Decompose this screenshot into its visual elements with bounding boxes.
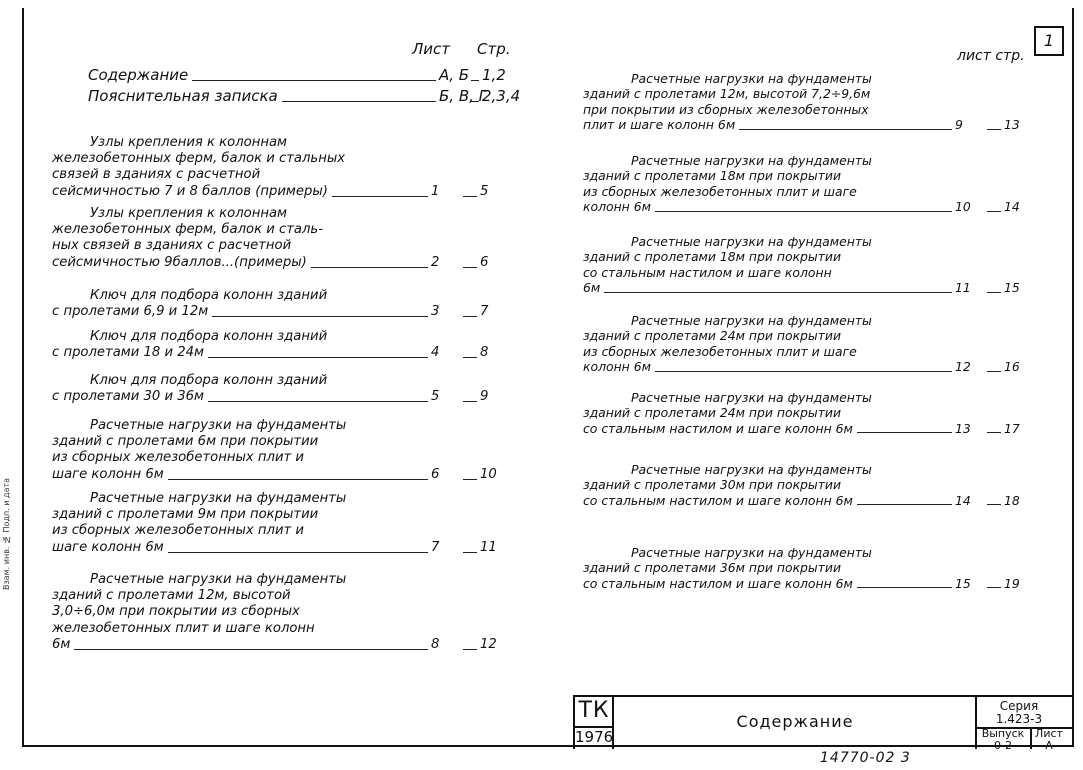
entry-sheet: 13: [955, 420, 971, 436]
entry-last-line: [583, 493, 1028, 508]
entry-title-line: зданий с пролетами 12м, высотой: [52, 588, 291, 604]
entry-title-line: зданий с пролетами 24м при покрытии: [583, 328, 842, 344]
leader-line: [987, 504, 1001, 505]
entry-title-line: железобетонных ферм, балок и стальных: [52, 151, 346, 167]
leader-line: [987, 432, 1001, 433]
leader-line: [987, 371, 1001, 372]
leader-line: [192, 80, 436, 81]
leader-line: [739, 129, 952, 130]
entry-page: 17: [1004, 420, 1020, 436]
entry-title-line: 3,0÷6,0м при покрытии из сборных: [52, 604, 300, 620]
entry-last-line: [52, 389, 504, 405]
contents-entry: [583, 545, 1028, 591]
entry-title-line: Расчетные нагрузки на фундаменты: [90, 491, 347, 506]
leader-line: [857, 432, 952, 433]
entry-title-line: Ключ для подбора колонн зданий: [90, 288, 328, 303]
entry-line: [583, 265, 1028, 280]
entry-line: [583, 560, 1028, 575]
contents-entry: [52, 135, 504, 200]
entry-title-line: сейсмичностью 9баллов...(примеры): [52, 254, 307, 270]
contents-entry: [52, 418, 504, 483]
entry-line: [583, 249, 1028, 264]
entry-sheet: 3: [431, 304, 440, 320]
entry-line: [583, 477, 1028, 492]
entry-line: [583, 71, 1028, 86]
leader-line: [463, 401, 477, 402]
entry-title-line: Расчетные нагрузки на фундаменты: [90, 418, 347, 433]
entry-line: [52, 167, 504, 183]
entry-line: [52, 238, 504, 254]
entry-title-line: Расчетные нагрузки на фундаменты: [631, 234, 872, 249]
entry-last-line: [583, 280, 1028, 295]
sheet-number-box: 1: [1034, 26, 1064, 56]
entry-title-line: плит и шаге колонн 6м: [583, 117, 736, 133]
entry-line: [52, 621, 504, 637]
entry-title-line: 6м: [583, 280, 601, 296]
entry-title-line: с пролетами 30 и 36м: [52, 389, 204, 405]
entry-last-line: [52, 637, 504, 653]
entry-page: 12: [480, 636, 497, 652]
contents-entry: [88, 66, 506, 84]
leader-line: [987, 292, 1001, 293]
entry-line: [52, 491, 504, 507]
entry-page: 10: [480, 466, 497, 482]
entry-sheet: 9: [955, 117, 963, 133]
entry-sheet: 4: [431, 345, 440, 361]
entry-title-line: шаге колонн 6м: [52, 466, 164, 482]
entry-title-line: зданий с пролетами 18м при покрытии: [583, 168, 842, 184]
entry-line: [583, 234, 1028, 249]
entry-page: 5: [480, 183, 489, 199]
entry-page: 15: [1004, 280, 1020, 296]
leader-line: [463, 649, 477, 650]
entry-line: [52, 373, 504, 389]
entry-last-line: [52, 184, 504, 200]
entry-page: 9: [480, 389, 489, 405]
entry-line: [583, 86, 1028, 101]
leader-line: [168, 479, 428, 480]
entry-title-line: Расчетные нагрузки на фундаменты: [631, 462, 872, 477]
entry-line: [52, 507, 504, 523]
entry-page: 14: [1004, 199, 1020, 215]
stamp-title: Содержание: [736, 712, 854, 731]
entry-title-line: Расчетные нагрузки на фундаменты: [631, 390, 872, 405]
entry-line: [583, 168, 1028, 183]
entry-title-line: шаге колонн 6м: [52, 539, 164, 555]
entry-page: 1,2: [482, 66, 506, 84]
entry-title-line: зданий с пролетами 30м при покрытии: [583, 477, 842, 493]
contents-entry: [52, 329, 504, 361]
entry-last-line: [583, 199, 1028, 214]
issue-label: Выпуск: [981, 727, 1025, 740]
entry-title-line: с пролетами 6,9 и 12м: [52, 304, 209, 320]
contents-entry: [52, 491, 504, 556]
entry-last-line: [52, 540, 504, 556]
entry-sheet: Б, В, Г: [439, 87, 488, 105]
entry-last-line: [88, 87, 521, 105]
entry-line: [583, 328, 1028, 343]
entry-line: [583, 462, 1028, 477]
footer-code: 14770-02 3: [820, 750, 911, 766]
leader-line: [463, 357, 477, 358]
entry-title-line: зданий с пролетами 9м при покрытии: [52, 507, 319, 523]
leader-line: [463, 552, 477, 553]
entry-line: [52, 572, 504, 588]
left-header-page: Стр.: [477, 40, 511, 58]
entry-last-line: [88, 66, 506, 84]
stamp-year: 1976: [575, 728, 614, 746]
entry-line: [52, 523, 504, 539]
stamp-sheet: [1032, 728, 1066, 752]
entry-line: [52, 329, 504, 345]
contents-entry: [583, 153, 1028, 215]
entry-line: [52, 206, 504, 222]
entry-sheet: 5: [431, 389, 440, 405]
entry-title-line: зданий с пролетами 12м, высотой 7,2÷9,6м: [583, 86, 871, 102]
entry-title-line: из сборных железобетонных плит и: [52, 523, 304, 539]
entry-last-line: [52, 304, 504, 320]
entry-title-line: из сборных железобетонных плит и шаге: [583, 343, 857, 359]
leader-line: [604, 292, 952, 293]
leader-line: [208, 401, 428, 402]
entry-line: [52, 588, 504, 604]
entry-title-line: 6м: [52, 636, 71, 652]
entry-title-line: со стальным настилом и шаге колонн 6м: [583, 492, 853, 508]
entry-page: 6: [480, 254, 489, 270]
stamp-top-line: [573, 695, 1074, 697]
entry-sheet: 8: [431, 636, 440, 652]
entry-line: [52, 222, 504, 238]
margin-stamp-text: Взам. инв. № Подп. и дата: [2, 477, 11, 590]
entry-sheet: 7: [431, 539, 440, 555]
entry-line: [583, 344, 1028, 359]
leader-line: [655, 211, 952, 212]
entry-title-line: при покрытии из сборных железобетонных: [583, 101, 869, 117]
entry-last-line: [52, 255, 504, 271]
leader-line: [471, 101, 479, 102]
entry-title-line: зданий с пролетами 18м при покрытии: [583, 249, 842, 265]
contents-entry: [52, 373, 504, 405]
entry-title-line: Ключ для подбора колонн зданий: [90, 329, 328, 344]
entry-title-line: Ключ для подбора колонн зданий: [90, 373, 328, 388]
entry-title-line: с пролетами 18 и 24м: [52, 345, 204, 361]
entry-page: 11: [480, 539, 497, 555]
entry-title-line: Расчетные нагрузки на фундаменты: [631, 71, 872, 86]
entry-last-line: [583, 117, 1028, 132]
entry-title-line: из сборных железобетонных плит и: [52, 450, 304, 466]
leader-line: [212, 316, 428, 317]
leader-line: [168, 552, 428, 553]
entry-line: [583, 313, 1028, 328]
leader-line: [655, 371, 952, 372]
entry-line: [52, 418, 504, 434]
entry-last-line: [583, 421, 1028, 436]
entry-page: 2,3,4: [482, 87, 521, 105]
contents-entry: [583, 390, 1028, 436]
entry-title-line: Расчетные нагрузки на фундаменты: [631, 313, 872, 328]
left-header-sheet: Лист: [412, 40, 451, 58]
leader-line: [463, 267, 477, 268]
entry-title-line: железобетонных ферм, балок и сталь-: [52, 222, 323, 238]
entry-title-line: Расчетные нагрузки на фундаменты: [631, 153, 872, 168]
entry-last-line: [583, 359, 1028, 374]
stamp-sheet-label: Лист: [1035, 727, 1063, 740]
entry-line: [52, 288, 504, 304]
leader-line: [471, 80, 479, 81]
stamp-sheet-value: А: [1045, 739, 1053, 752]
leader-line: [208, 357, 428, 358]
contents-entry: [52, 572, 504, 653]
entry-last-line: [52, 467, 504, 483]
entry-sheet: 12: [955, 359, 971, 375]
entry-last-line: [52, 345, 504, 361]
leader-line: [987, 587, 1001, 588]
leader-line: [311, 267, 428, 268]
entry-title-line: зданий с пролетами 36м при покрытии: [583, 560, 842, 576]
entry-title-line: зданий с пролетами 6м при покрытии: [52, 434, 319, 450]
contents-entry: [52, 288, 504, 320]
entry-page: 7: [480, 304, 489, 320]
leader-line: [463, 316, 477, 317]
entry-title-line: сейсмичностью 7 и 8 баллов (примеры): [52, 183, 328, 199]
entry-title-line: со стальным настилом и шаге колонн 6м: [583, 420, 853, 436]
leader-line: [857, 587, 952, 588]
entry-title-line: Содержание: [88, 66, 189, 84]
leader-line: [332, 196, 428, 197]
entry-title-line: колонн 6м: [583, 199, 651, 215]
entry-line: [52, 604, 504, 620]
entry-sheet: 14: [955, 492, 971, 508]
entry-page: 19: [1004, 575, 1020, 591]
entry-title-line: колонн 6м: [583, 359, 651, 375]
entry-title-line: связей в зданиях с расчетной: [52, 167, 261, 183]
contents-entry: [583, 71, 1028, 133]
entry-last-line: [583, 576, 1028, 591]
entry-title-line: со стальным настилом и шаге колонн 6м: [583, 575, 853, 591]
entry-page: 16: [1004, 359, 1020, 375]
right-header: лист стр.: [957, 48, 1025, 64]
stamp-series: [977, 700, 1061, 726]
entry-line: [52, 450, 504, 466]
entry-title-line: железобетонных плит и шаге колонн: [52, 620, 315, 636]
leader-line: [987, 211, 1001, 212]
entry-sheet: 2: [431, 254, 440, 270]
issue-value: 0-2: [994, 739, 1012, 752]
entry-line: [52, 434, 504, 450]
entry-sheet: 6: [431, 466, 440, 482]
entry-page: 8: [480, 345, 489, 361]
entry-title-line: из сборных железобетонных плит и шаге: [583, 183, 857, 199]
stamp-issue: [976, 728, 1030, 752]
leader-line: [463, 479, 477, 480]
leader-line: [74, 649, 428, 650]
contents-entry: [52, 206, 504, 271]
leader-line: [857, 504, 952, 505]
entry-line: [52, 151, 504, 167]
leader-line: [987, 129, 1001, 130]
stamp-code: ТК: [578, 698, 610, 723]
entry-line: [52, 135, 504, 151]
contents-entry: [583, 462, 1028, 508]
series-value: 1.423-3: [995, 712, 1043, 726]
leader-line: [282, 101, 436, 102]
entry-title-line: Узлы крепления к колоннам: [90, 206, 287, 221]
leader-line: [463, 196, 477, 197]
series-label: Серия: [999, 699, 1039, 713]
entry-title-line: со стальным настилом и шаге колонн: [583, 264, 832, 280]
entry-line: [583, 102, 1028, 117]
entry-title-line: зданий с пролетами 24м при покрытии: [583, 405, 842, 421]
contents-entry: [583, 234, 1028, 296]
entry-title-line: Узлы крепления к колоннам: [90, 135, 287, 150]
entry-page: 18: [1004, 492, 1020, 508]
entry-line: [583, 390, 1028, 405]
entry-sheet: 15: [955, 575, 971, 591]
entry-title-line: ных связей в зданиях с расчетной: [52, 238, 292, 254]
entry-line: [583, 545, 1028, 560]
entry-title-line: Расчетные нагрузки на фундаменты: [631, 545, 872, 560]
entry-sheet: 1: [431, 183, 440, 199]
entry-page: 13: [1004, 117, 1020, 133]
entry-line: [583, 153, 1028, 168]
contents-entry: [88, 87, 521, 105]
contents-entry: [583, 313, 1028, 375]
entry-sheet: 11: [955, 280, 971, 296]
entry-title-line: Расчетные нагрузки на фундаменты: [90, 572, 347, 587]
entry-sheet: 10: [955, 199, 971, 215]
entry-line: [583, 184, 1028, 199]
entry-sheet: А, Б: [439, 66, 470, 84]
entry-line: [583, 405, 1028, 420]
entry-title-line: Пояснительная записка: [88, 87, 278, 105]
